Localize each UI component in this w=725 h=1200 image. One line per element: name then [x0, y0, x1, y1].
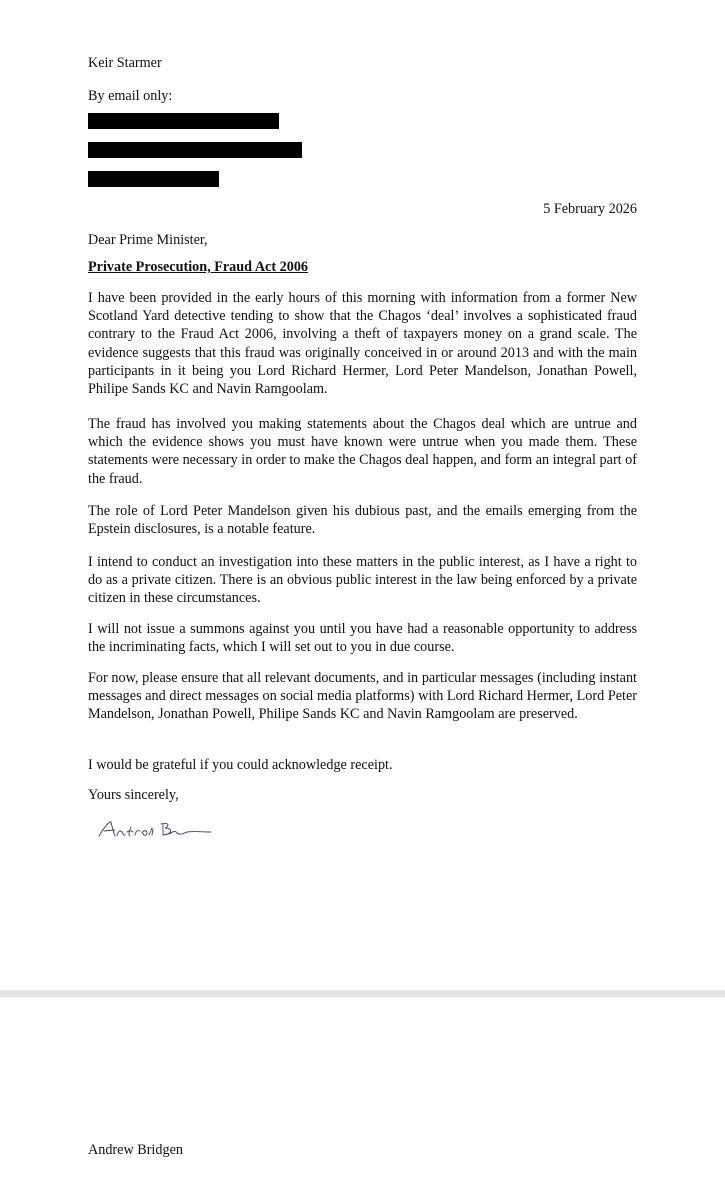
- letter-page-2: [0, 997, 725, 1200]
- recipient-name: Keir Starmer: [88, 55, 162, 71]
- paragraph-6: For now, please ensure that all relevant documents, and in particular messages (including instant messages and direct messages on social media platforms) with Lord Richard Hermer, Lord Peter Mandelson, Jonathan Powell, Philipe Sands KC and Navin Ramgoolam are preserved.: [88, 670, 637, 723]
- paragraph-2: The fraud has involved you making statements about the Chagos deal which are untrue and which the evidence shows you must have known were untrue when you made them. These statements were necessary in order to make the Chagos deal happen, and form an integral part of the fraud.: [88, 416, 637, 487]
- paragraph-4: I intend to conduct an investigation into these matters in the public interest, as I have a right to do as a private citizen. There is an obvious public interest in the law being enforced by a private citizen in these circumstances.: [88, 554, 637, 607]
- paragraph-3: The role of Lord Peter Mandelson given his dubious past, and the emails emerging from the Epstein disclosures, is a notable feature.: [88, 503, 637, 538]
- redacted-email-3: [88, 171, 219, 187]
- handwritten-signature: [95, 814, 215, 844]
- closing: Yours sincerely,: [88, 787, 179, 803]
- subject-heading: Private Prosecution, Fraud Act 2006: [88, 259, 309, 275]
- sender-name: Andrew Bridgen: [88, 1142, 183, 1158]
- redacted-email-2: [88, 142, 302, 158]
- delivery-method: By email only:: [88, 88, 173, 104]
- letter-date: 5 February 2026: [543, 201, 637, 217]
- redacted-email-1: [88, 113, 279, 129]
- paragraph-5: I will not issue a summons against you until you have had a reasonable opportunity to address the incriminating facts, which I will set out to you in due course.: [88, 621, 637, 656]
- page-divider: [0, 990, 725, 997]
- paragraph-7: I would be grateful if you could acknowledge receipt.: [88, 757, 393, 773]
- paragraph-1: I have been provided in the early hours of this morning with information from a former New Scotland Yard detective tending to show that the Chagos ‘deal’ involves a sophisticated fraud contrary to the Fraud Act 2006, involving a theft of taxpayers money on a grand scale. The evidence suggests that this fraud was originally conceived in or around 2013 and with the main participants in it being you Lord Richard Hermer, Lord Peter Mandelson, Jonathan Powell, Philipe Sands KC and Navin Ramgoolam.: [88, 290, 637, 398]
- salutation: Dear Prime Minister,: [88, 232, 208, 248]
